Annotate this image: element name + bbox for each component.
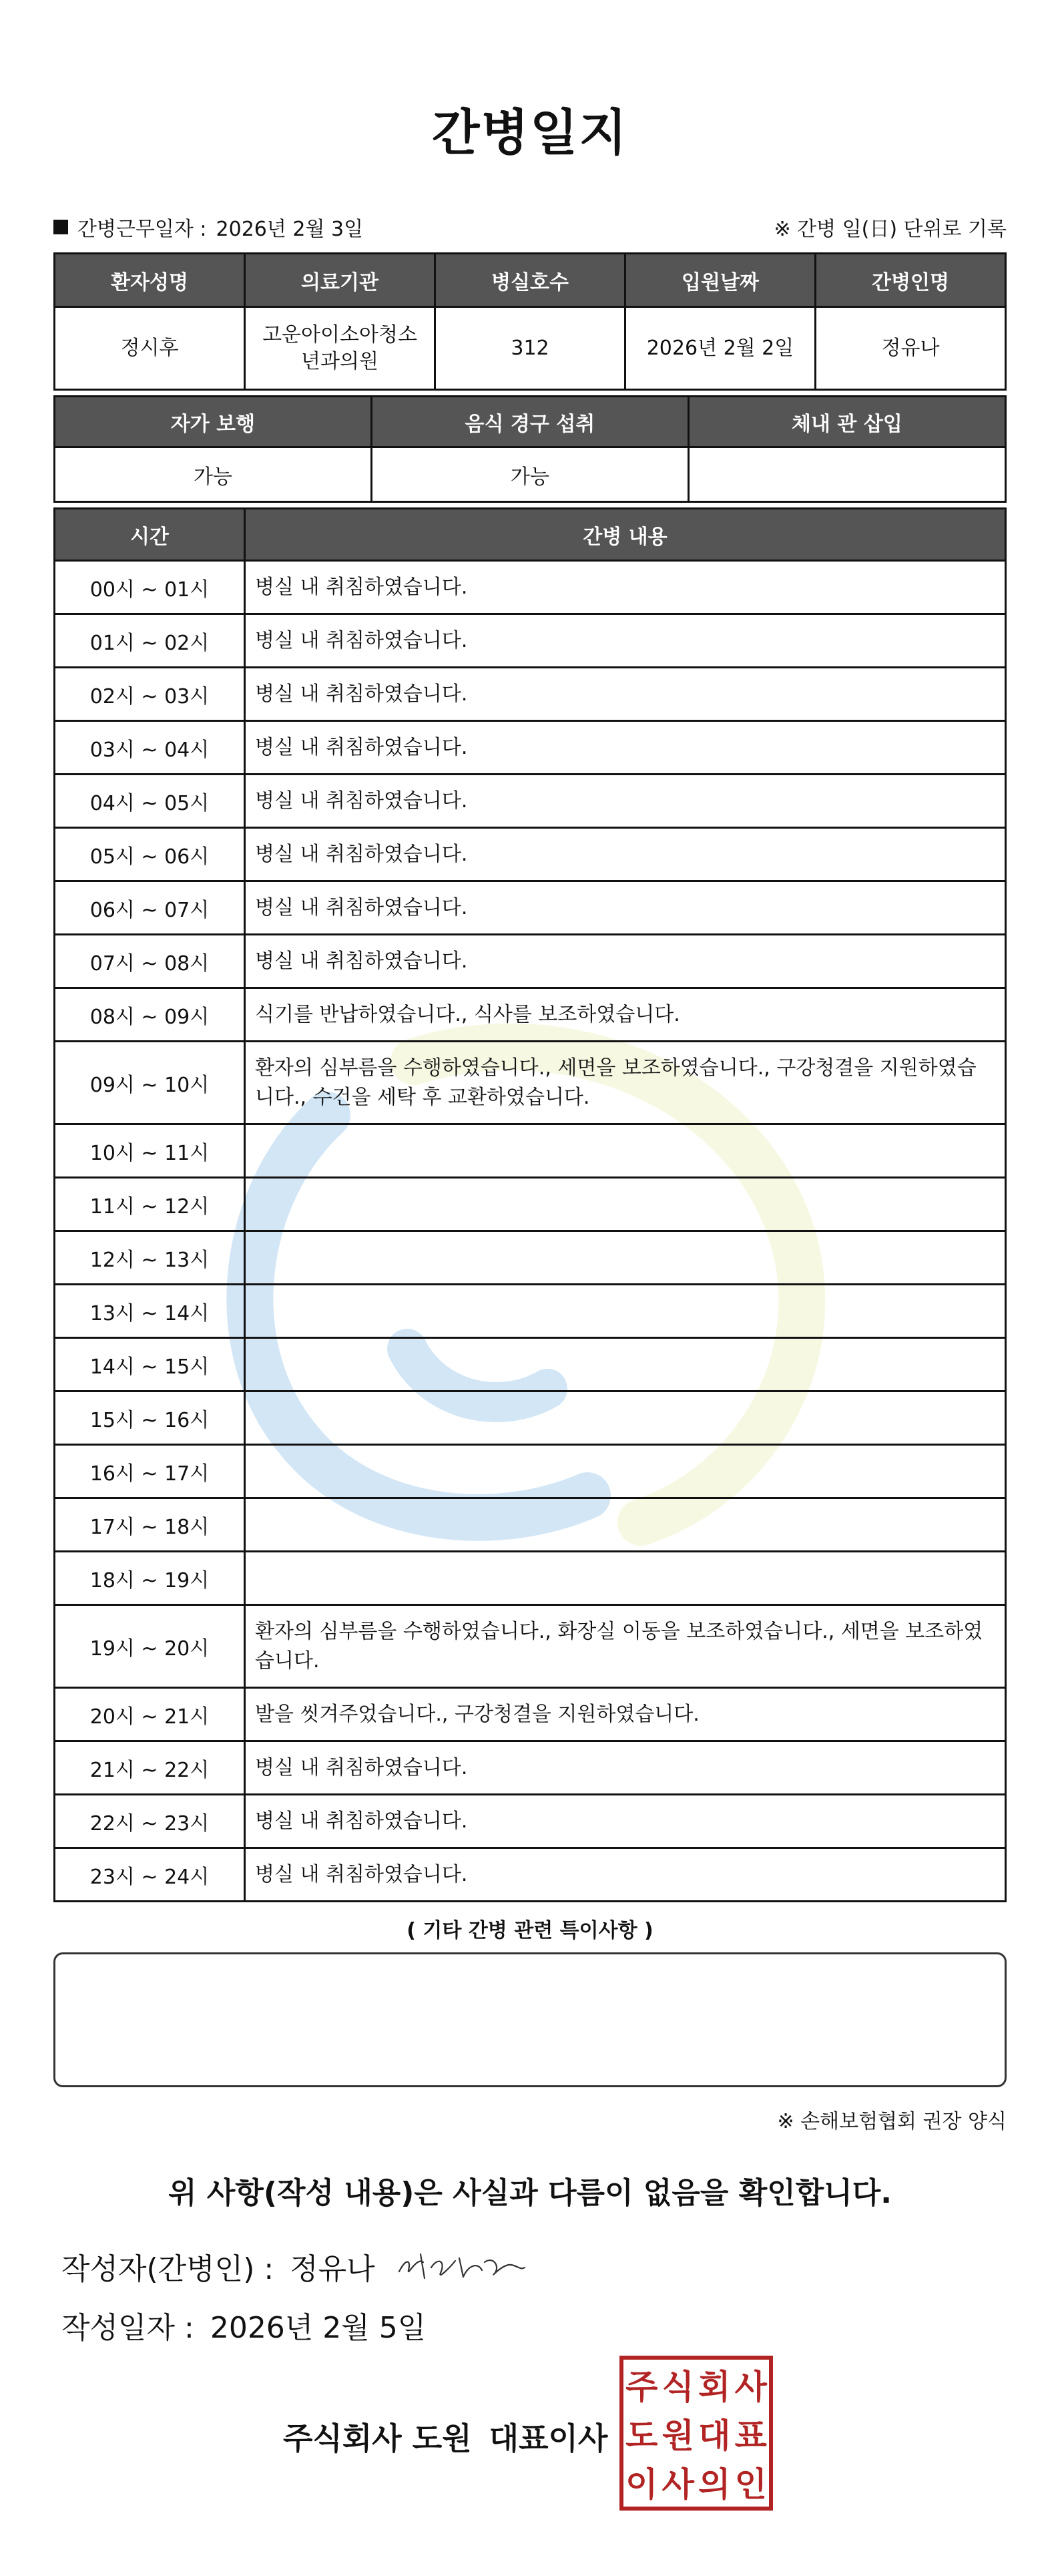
seal-character: 사 [661, 2464, 694, 2505]
content-cell: 병실 내 취침하였습니다. [245, 881, 1006, 935]
content-cell [245, 1124, 1006, 1178]
oral-intake-value: 가능 [371, 447, 688, 502]
self-walking-value: 가능 [55, 447, 372, 502]
header-tube-insertion: 체내 관 삽입 [688, 397, 1005, 447]
company-seal-stamp [619, 2356, 773, 2511]
table-row [55, 935, 1006, 988]
header-time: 시간 [55, 509, 245, 561]
seal-character: 사 [734, 2366, 767, 2406]
time-cell: 20시 ~ 21시 [55, 1688, 245, 1741]
time-cell: 03시 ~ 04시 [55, 721, 245, 775]
hospital-name: 고운아이소아청소년과의원 [245, 307, 435, 390]
seal-character: 도 [625, 2415, 658, 2455]
company-line [283, 2414, 607, 2458]
time-cell: 01시 ~ 02시 [55, 614, 245, 668]
table-row [55, 828, 1006, 881]
time-cell: 09시 ~ 10시 [55, 1042, 245, 1124]
writer-name: 정유나 [290, 2252, 375, 2286]
time-cell: 15시 ~ 16시 [55, 1391, 245, 1445]
patient-name: 정시후 [55, 307, 245, 390]
time-cell: 07시 ~ 08시 [55, 935, 245, 988]
seal-character: 의 [698, 2464, 731, 2505]
table-row [55, 988, 1006, 1042]
content-cell: 병실 내 취침하였습니다. [245, 935, 1006, 988]
table-row [55, 1042, 1006, 1124]
confirm-statement: 위 사항(작성 내용)은 사실과 다름이 없음을 확인합니다. [168, 2176, 892, 2210]
time-cell: 19시 ~ 20시 [55, 1605, 245, 1688]
content-cell [245, 1285, 1006, 1338]
record-unit-note: ※ 간병 일(日) 단위로 기록 [774, 218, 1007, 241]
table-row [55, 881, 1006, 935]
time-cell: 21시 ~ 22시 [55, 1741, 245, 1795]
content-cell [245, 1231, 1006, 1285]
recommend-note: ※ 손해보험협회 권장 양식 [777, 2110, 1007, 2133]
notes-box [53, 1952, 1007, 2087]
content-cell: 병실 내 취침하였습니다. [245, 828, 1006, 881]
header-admission-date: 입원날짜 [625, 254, 816, 307]
content-cell: 병실 내 취침하였습니다. [245, 614, 1006, 668]
content-cell: 환자의 심부름을 수행하였습니다., 세면을 보조하였습니다., 구강청결을 지원하였습니다., 수건을 세탁 후 교환하였습니다. [245, 1042, 1006, 1124]
content-cell: 병실 내 취침하였습니다. [245, 721, 1006, 775]
time-cell: 06시 ~ 07시 [55, 881, 245, 935]
seal-character: 식 [661, 2366, 694, 2406]
header-room-number: 병실호수 [435, 254, 625, 307]
notes-title: ( 기타 간병 관련 특이사항 ) [407, 1919, 653, 1942]
content-cell [245, 1445, 1006, 1498]
work-date-value: 2026년 2월 3일 [216, 218, 364, 241]
content-cell [245, 1178, 1006, 1231]
tube-insertion-value [688, 447, 1005, 502]
content-cell: 병실 내 취침하였습니다. [245, 775, 1006, 828]
writer-line [61, 2245, 527, 2288]
time-cell: 05시 ~ 06시 [55, 828, 245, 881]
written-date-value: 2026년 2월 5일 [210, 2311, 427, 2345]
time-cell: 04시 ~ 05시 [55, 775, 245, 828]
writer-label: 작성자(간병인) : [61, 2252, 274, 2286]
table-row [55, 1231, 1006, 1285]
time-cell: 16시 ~ 17시 [55, 1445, 245, 1498]
table-row [55, 1741, 1006, 1795]
time-cell: 12시 ~ 13시 [55, 1231, 245, 1285]
table-row [55, 1605, 1006, 1688]
page-title: 간병일지 [432, 104, 628, 162]
time-cell: 08시 ~ 09시 [55, 988, 245, 1042]
table-row [55, 1391, 1006, 1445]
time-cell: 18시 ~ 19시 [55, 1552, 245, 1605]
table-row [55, 1552, 1006, 1605]
header-oral-intake: 음식 경구 섭취 [371, 397, 688, 447]
content-cell: 병실 내 취침하였습니다. [245, 1848, 1006, 1902]
representative-title: 대표이사 [489, 2420, 608, 2456]
time-cell: 13시 ~ 14시 [55, 1285, 245, 1338]
content-cell [245, 1552, 1006, 1605]
table-row [55, 1498, 1006, 1552]
patient-function-table [53, 395, 1007, 503]
seal-character: 인 [734, 2464, 767, 2505]
square-bullet-icon [53, 220, 68, 234]
table-row [55, 1124, 1006, 1178]
seal-character: 이 [625, 2464, 658, 2505]
table-row [55, 614, 1006, 668]
header-care-content: 간병 내용 [245, 509, 1006, 561]
time-cell: 17시 ~ 18시 [55, 1498, 245, 1552]
content-cell: 병실 내 취침하였습니다. [245, 668, 1006, 721]
table-row [55, 1848, 1006, 1902]
signature-image [394, 2247, 527, 2285]
table-row [55, 668, 1006, 721]
admission-date: 2026년 2월 2일 [625, 307, 816, 390]
time-cell: 23시 ~ 24시 [55, 1848, 245, 1902]
table-row [55, 721, 1006, 775]
table-row [55, 1445, 1006, 1498]
header-caregiver-name: 간병인명 [816, 254, 1006, 307]
written-date-line [61, 2304, 426, 2346]
time-cell: 11시 ~ 12시 [55, 1178, 245, 1231]
written-date-label: 작성일자 : [61, 2311, 194, 2345]
seal-character: 원 [661, 2415, 694, 2455]
table-row [55, 1285, 1006, 1338]
seal-character: 표 [734, 2415, 767, 2455]
time-cell: 10시 ~ 11시 [55, 1124, 245, 1178]
content-cell [245, 1338, 1006, 1391]
caregiver-name: 정유나 [816, 307, 1006, 390]
header-hospital: 의료기관 [245, 254, 435, 307]
time-cell: 14시 ~ 15시 [55, 1338, 245, 1391]
time-cell: 02시 ~ 03시 [55, 668, 245, 721]
table-row [55, 561, 1006, 614]
content-cell [245, 1391, 1006, 1445]
table-row [55, 1688, 1006, 1741]
care-log-table [53, 507, 1007, 1902]
table-row [55, 775, 1006, 828]
seal-character: 주 [625, 2366, 658, 2406]
room-number: 312 [435, 307, 625, 390]
content-cell: 병실 내 취침하였습니다. [245, 1741, 1006, 1795]
work-date-label: 간병근무일자 : [77, 218, 207, 241]
seal-character: 회 [698, 2366, 731, 2406]
table-row [55, 1178, 1006, 1231]
header-self-walking: 자가 보행 [55, 397, 372, 447]
content-cell: 환자의 심부름을 수행하였습니다., 화장실 이동을 보조하였습니다., 세면을 보조하였습니다. [245, 1605, 1006, 1688]
patient-info-table [53, 252, 1007, 391]
content-cell [245, 1498, 1006, 1552]
company-name: 주식회사 도원 [283, 2420, 472, 2456]
header-patient-name: 환자성명 [55, 254, 245, 307]
seal-character: 대 [698, 2415, 731, 2455]
content-cell: 병실 내 취침하였습니다. [245, 1795, 1006, 1848]
time-cell: 00시 ~ 01시 [55, 561, 245, 614]
content-cell: 발을 씻겨주었습니다., 구강청결을 지원하였습니다. [245, 1688, 1006, 1741]
time-cell: 22시 ~ 23시 [55, 1795, 245, 1848]
table-row [55, 1795, 1006, 1848]
meta-row [53, 208, 1007, 239]
table-row [55, 1338, 1006, 1391]
content-cell: 식기를 반납하였습니다., 식사를 보조하였습니다. [245, 988, 1006, 1042]
content-cell: 병실 내 취침하였습니다. [245, 561, 1006, 614]
